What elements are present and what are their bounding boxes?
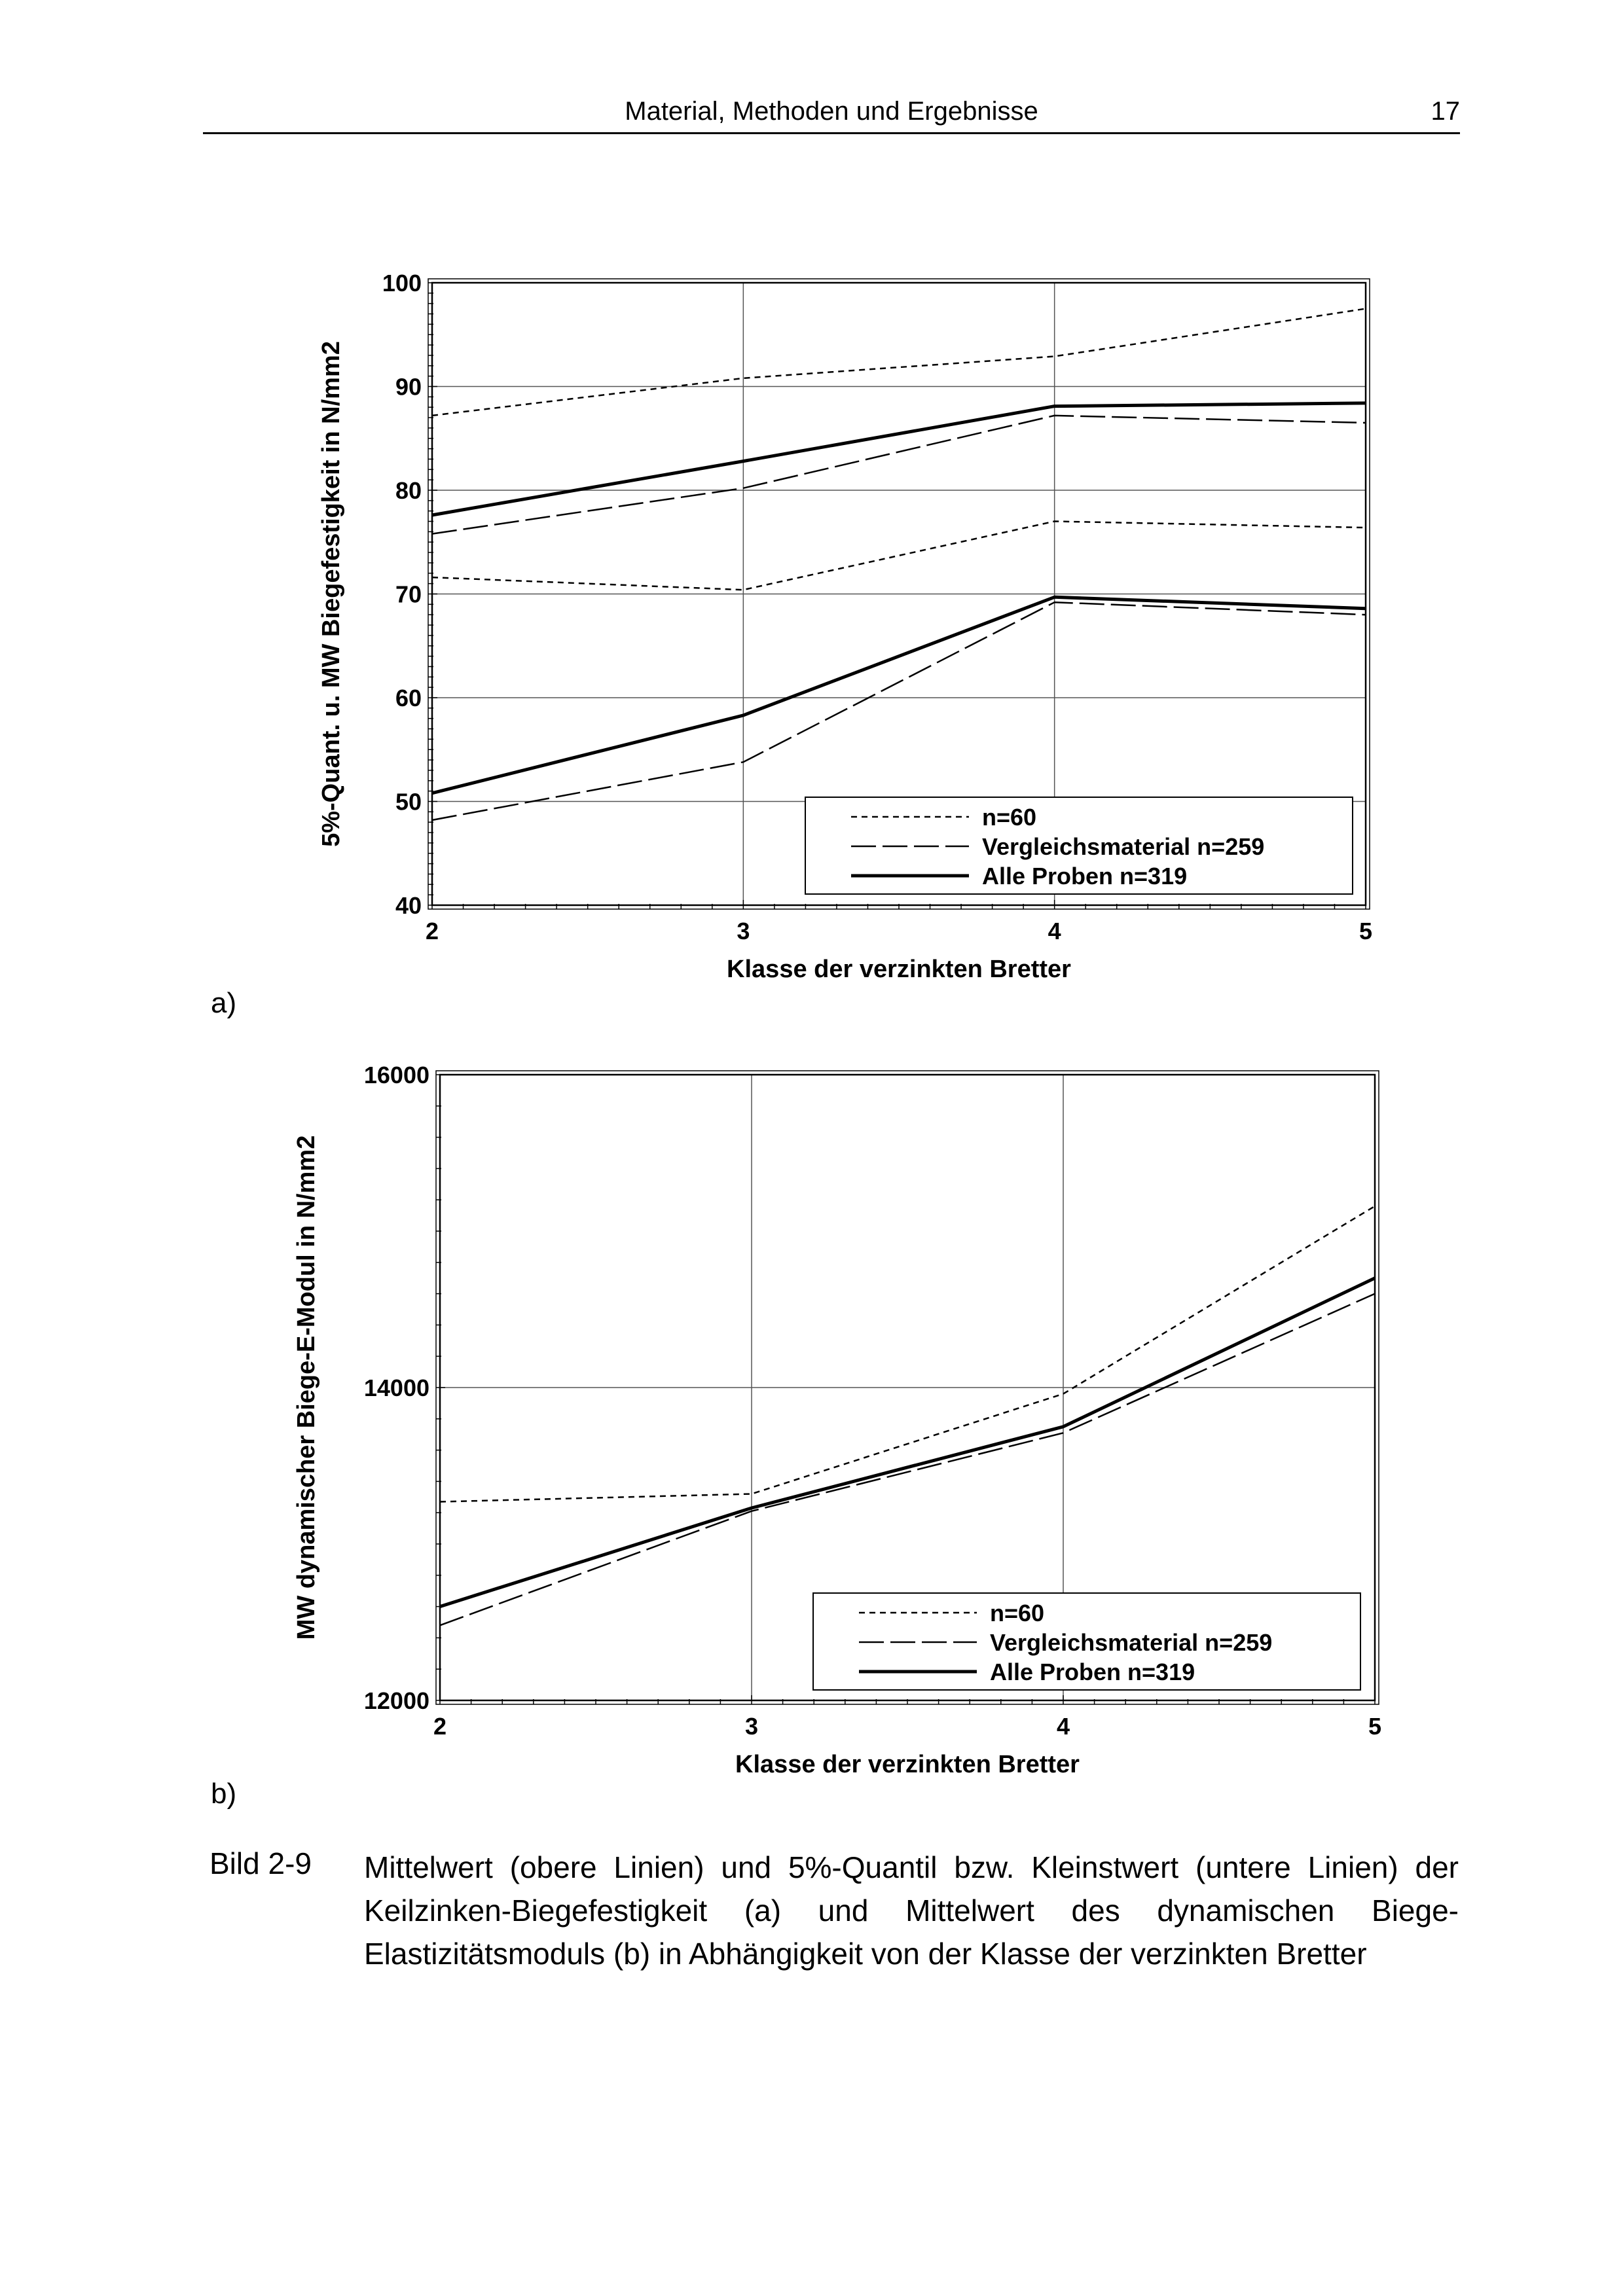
- y-tick-label: 70: [395, 581, 422, 608]
- series-line-dotted: [440, 1206, 1375, 1502]
- caption-label: Bild 2-9: [210, 1846, 312, 1880]
- series-line-solid: [440, 1278, 1375, 1607]
- x-axis-label: Klasse der verzinkten Bretter: [727, 956, 1071, 983]
- x-tick-label: 3: [737, 918, 750, 944]
- legend-label: n=60: [982, 804, 1037, 831]
- x-axis-label: Klasse der verzinkten Bretter: [735, 1751, 1080, 1778]
- legend-label: Alle Proben n=319: [990, 1659, 1195, 1685]
- legend-label: n=60: [990, 1600, 1045, 1626]
- x-tick-label: 5: [1359, 918, 1373, 944]
- x-tick-label: 5: [1368, 1713, 1382, 1740]
- y-tick-label: 16000: [363, 1062, 429, 1088]
- x-tick-label: 4: [1048, 918, 1061, 944]
- x-tick-label: 2: [433, 1713, 447, 1740]
- y-tick-label: 14000: [363, 1374, 429, 1401]
- page-number: 17: [1431, 97, 1460, 126]
- legend-label: Vergleichsmaterial n=259: [982, 833, 1265, 860]
- y-tick-label: 90: [395, 373, 422, 401]
- y-axis-label: 5%-Quant. u. MW Biegefestigkeit in N/mm2: [318, 341, 345, 847]
- y-tick-label: 80: [395, 477, 422, 504]
- x-tick-label: 4: [1056, 1713, 1070, 1740]
- y-tick-label: 50: [395, 788, 422, 816]
- header-title: Material, Methoden und Ergebnisse: [625, 97, 1038, 126]
- panel-label-a: a): [211, 987, 237, 1019]
- y-tick-label: 60: [395, 685, 422, 711]
- panel-label-b: b): [211, 1778, 237, 1810]
- y-tick-label: 100: [382, 270, 422, 296]
- legend-label: Alle Proben n=319: [982, 863, 1188, 889]
- legend-label: Vergleichsmaterial n=259: [990, 1629, 1273, 1656]
- y-tick-label: 12000: [363, 1687, 429, 1714]
- y-axis-label: MW dynamischer Biege-E-Modul in N/mm2: [293, 1135, 320, 1640]
- x-tick-label: 3: [744, 1713, 759, 1740]
- x-tick-label: 2: [425, 918, 439, 944]
- caption-text: Mittelwert (obere Linien) und 5%-Quantil bzw. Kleinstwert (untere Linien) der Keilzinken-Biegefestigkeit (a) und Mittelwert des dynamischen Biege-Elastizitätsmoduls (b) in Abhängigkeit von der Klasse der verzinkten Bretter: [364, 1850, 1459, 1971]
- y-tick-label: 40: [395, 892, 422, 919]
